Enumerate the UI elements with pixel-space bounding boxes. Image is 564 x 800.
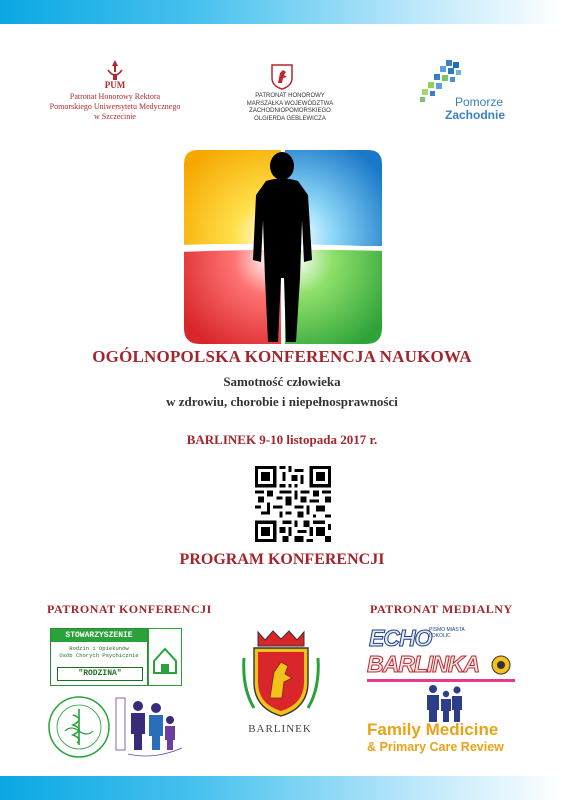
primary-care-review-title: & Primary Care Review: [367, 740, 504, 754]
echo-word: ECHO: [369, 625, 432, 651]
family-medicine-society-logo-icon: [114, 690, 184, 760]
marszalek-patronage-label: PATRONAT HONOROWY MARSZAŁKA WOJEWÓDZTWA ZACHODNIOPOMORSKIEGO OLGIERDA GEBLEWICZA: [246, 93, 334, 122]
family-silhouette-icon: [422, 684, 464, 722]
family-medicine-title: Family Medicine: [367, 720, 499, 739]
pum-abbreviation: PUM: [104, 80, 126, 90]
echo-emblem-icon: [491, 655, 511, 675]
echo-tagline: PISMO MIASTA I OKOLIC: [429, 627, 465, 639]
stowarzyszenie-rodzina-logo: [50, 628, 148, 686]
pomorze-wordmark: Pomorze: [455, 95, 504, 109]
conference-title: OGÓLNOPOLSKA KONFERENCJA NAUKOWA: [92, 347, 472, 366]
barlinek-label: BARLINEK: [248, 723, 312, 735]
stowarzyszenie-subtitle: Rodzin i Opiekunów Osób Chorych Psychicznie: [59, 645, 139, 659]
griffin-shield-icon: [271, 64, 293, 90]
qr-code[interactable]: [255, 466, 331, 542]
stowarzyszenie-name: "RODZINA": [57, 667, 143, 681]
echo-barlinka-logo: [367, 625, 493, 681]
pum-crest-icon: [100, 58, 130, 82]
barlinek-coat-of-arms-icon: [240, 628, 322, 720]
house-logo-box: [148, 628, 182, 686]
barlinka-word: BARLINKA: [367, 651, 480, 677]
loneliness-emblem: [178, 150, 388, 346]
bottom-color-band: [0, 776, 564, 800]
conference-subtitle-2: w zdrowiu, chorobie i niepełnosprawności: [166, 394, 398, 409]
conference-place-date: BARLINEK 9-10 listopada 2017 r.: [186, 432, 378, 447]
top-color-band: [0, 0, 564, 24]
program-heading: PROGRAM KONFERENCJI: [179, 551, 385, 568]
conference-subtitle-1: Samotność człowieka: [223, 374, 341, 389]
echo-pink-band: [367, 679, 515, 682]
medical-society-seal-icon: [47, 695, 111, 759]
conference-patronage-heading: PATRONAT KONFERENCJI: [47, 602, 212, 616]
stowarzyszenie-header: STOWARZYSZENIE: [51, 629, 147, 642]
zachodnie-wordmark: Zachodnie: [445, 108, 506, 122]
pum-patronage-label: Patronat Honorowy Rektora Pomorskiego Uniwersytetu Medycznego w Szczecinie: [49, 92, 181, 121]
house-icon: [149, 629, 181, 685]
media-patronage-heading: PATRONAT MEDIALNY: [370, 602, 513, 616]
